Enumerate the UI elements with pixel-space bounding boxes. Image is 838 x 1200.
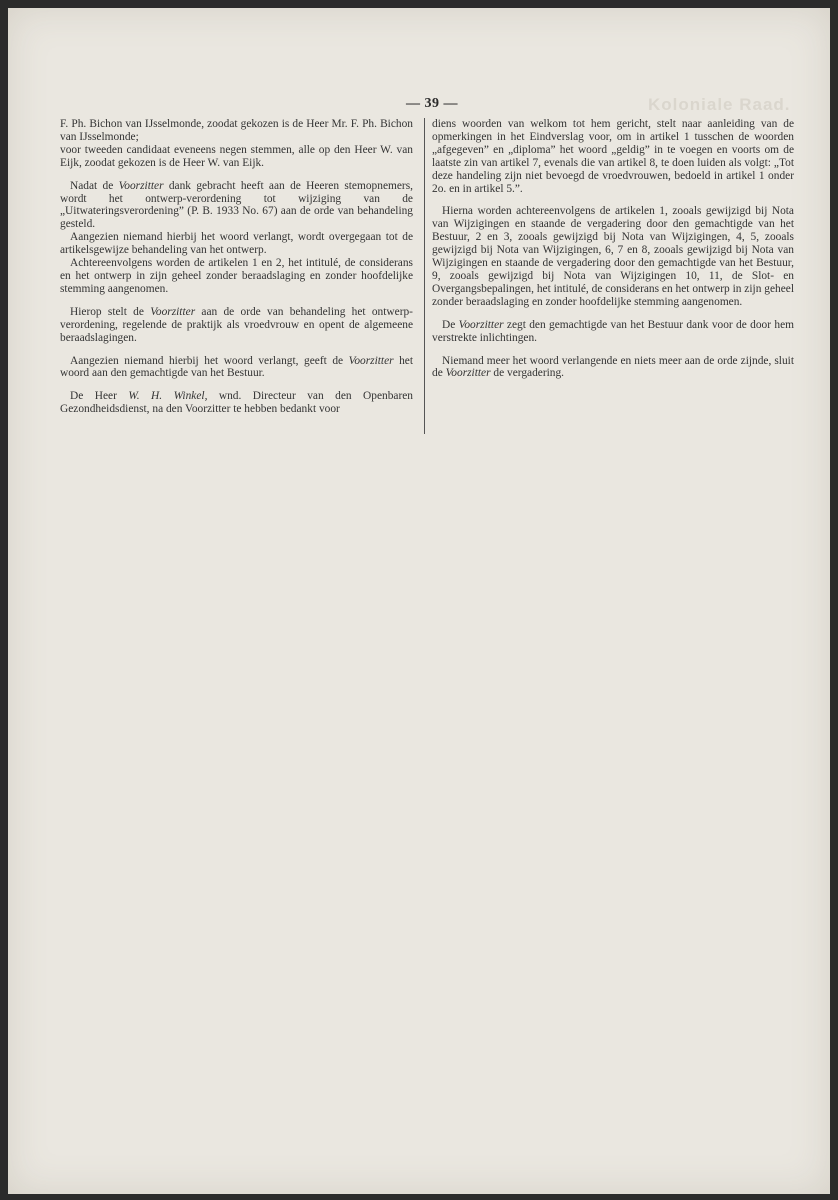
emphasis: Voorzitter bbox=[445, 367, 491, 380]
document-page bbox=[8, 8, 830, 1194]
emphasis: Voorzitter bbox=[118, 179, 164, 192]
paragraph: Nadat de Voorzitter dank gebracht heeft aan de Heeren stemopnemers, wordt het ontwerp-verordening tot wijziging van de „Uitwateringsverordening” (P. B. 1933 No. 67) aan de orde van behandeling gesteld. bbox=[60, 179, 413, 231]
paragraph: Achtereenvolgens worden de artikelen 1 en 2, het intitulé, de considerans en het ontwerp in zijn geheel zonder beraadslaging en zonder hoofdelijke stemming aangenomen. bbox=[60, 257, 413, 295]
right-column bbox=[432, 118, 794, 380]
paragraph: diens woorden van welkom tot hem gericht, stelt naar aanleiding van de opmerkingen in het Eindverslag voor, om in artikel 1 tusschen de woorden „afgegeven” en „diploma” het woord „geldig” in te voegen en voorts om de laatste zin van artikel 7, evenals die van artikel 8, te doen luiden als volgt: „Tot deze handeling zijn niet bevoegd de vroedvrouwen, bedoeld in artikel 1 onder 2o. en in artikel 5.”. bbox=[432, 118, 794, 195]
column-divider bbox=[424, 118, 425, 434]
emphasis: W. H. Winkel, bbox=[128, 390, 208, 403]
emphasis: Voorzitter bbox=[150, 305, 196, 318]
paragraph: Hierop stelt de Voorzitter aan de orde van behandeling het ontwerp-verordening, regelende de praktijk als vroedvrouw en opent de algemeene beraadslagingen. bbox=[60, 305, 413, 344]
page-number: — 39 — bbox=[406, 96, 458, 111]
paragraph: Niemand meer het woord verlangende en niets meer aan de orde zijnde, sluit de Voorzitter de vergadering. bbox=[432, 354, 794, 380]
emphasis: Voorzitter bbox=[348, 354, 394, 367]
paragraph: De Heer W. H. Winkel, wnd. Directeur van den Openbaren Gezondheidsdienst, na den Voorzitter te hebben bedankt voor bbox=[60, 390, 413, 416]
left-column bbox=[60, 118, 413, 416]
emphasis: Voorzitter bbox=[458, 318, 504, 331]
paragraph: voor tweeden candidaat eveneens negen stemmen, alle op den Heer W. van Eijk, zoodat gekozen is de Heer W. van Eijk. bbox=[60, 143, 413, 169]
paragraph: De Voorzitter zegt den gemachtigde van het Bestuur dank voor de door hem verstrekte inlichtingen. bbox=[432, 318, 794, 344]
paragraph: Aangezien niemand hierbij het woord verlangt, geeft de Voorzitter het woord aan den gemachtigde van het Bestuur. bbox=[60, 354, 414, 380]
paragraph: Hierna worden achtereenvolgens de artikelen 1, zooals gewijzigd bij Nota van Wijzigingen en staande de vergadering door den gemachtigde van het Bestuur, 2 en 3, zooals gewijzigd bij Nota van Wijzigingen, 4, 5, zooals gewijzigd bij Nota van Wijzigingen, 6, 7 en 8, zooals gewijzigd bij Nota van Wijzigingen en staande de vergadering door den gemachtigde van het Bestuur, 9, zooals gewijzigd bij Nota van Wijzigingen 10, 11, de Slot- en Overgangsbepalingen, het intitulé, de considerans en het ontwerp in zijn geheel zonder beraadslaging en zonder hoofdelijke stemming aangenomen. bbox=[432, 205, 794, 308]
paragraph: F. Ph. Bichon van IJsselmonde, zoodat gekozen is de Heer Mr. F. Ph. Bichon van IJsselmonde; bbox=[60, 118, 413, 143]
paragraph: Aangezien niemand hierbij het woord verlangt, wordt overgegaan tot de artikelsgewijze behandeling van het ontwerp. bbox=[60, 231, 413, 257]
bleed-through-heading: Koloniale Raad. bbox=[648, 95, 791, 114]
